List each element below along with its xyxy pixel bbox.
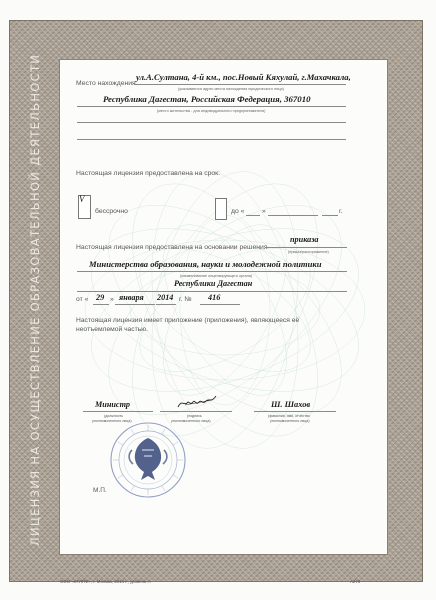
indefinite-check-mark: V <box>79 194 85 204</box>
blank-line-1 <box>77 122 346 123</box>
until-label: до « <box>231 208 245 215</box>
order-year: 2014 <box>157 293 174 302</box>
authority-line-2-rule <box>77 291 347 292</box>
order-number: 416 <box>208 293 221 302</box>
appendix-text-line-1: Настоящая лицензия имеет приложение (приложения), являющееся её <box>76 317 300 324</box>
order-close-quote: » <box>110 296 114 303</box>
position-caption-1: (должность <box>104 414 124 418</box>
until-day-rule <box>246 215 260 216</box>
decision-type: приказа <box>290 235 319 244</box>
official-seal <box>108 420 188 500</box>
order-number-label: г. № <box>179 296 192 303</box>
until-close-quote: » <box>262 208 266 215</box>
until-month-rule <box>268 215 318 216</box>
name-caption-1: (фамилия, имя, отчество <box>268 414 310 418</box>
order-day: 29 <box>96 293 105 302</box>
order-from-label: от « <box>76 296 89 303</box>
order-month-rule <box>115 304 155 305</box>
until-year-suffix: г. <box>339 208 343 215</box>
position-caption-2: уполномоченного лица) <box>92 419 132 423</box>
signatory-position: Министр <box>95 400 131 409</box>
form-series-number: А273 <box>350 579 361 584</box>
order-day-rule <box>93 304 109 305</box>
order-year-rule <box>156 304 176 305</box>
until-checkbox <box>215 198 227 220</box>
blank-line-2 <box>77 139 346 140</box>
decision-type-caption: (приказ/распоряжение) <box>288 250 329 254</box>
printer-footer: ООО «КТЛПФ», г. Москва, 2014 г., уровень А <box>60 579 151 584</box>
handwritten-signature <box>176 394 218 410</box>
name-rule <box>254 411 336 412</box>
decision-type-rule <box>265 247 347 248</box>
location-address-line-1: ул.А.Султана, 4-й км., пос.Новый Кяхулай, г.Махачкала, <box>136 72 351 82</box>
signature-caption-1: (подпись <box>187 414 202 418</box>
appendix-text-line-2: неотъемлемой частью. <box>76 326 149 333</box>
position-rule <box>83 411 153 412</box>
until-year-rule <box>322 215 338 216</box>
authority-line-1-rule <box>77 271 347 272</box>
signature-caption-2: уполномоченного лица) <box>171 419 211 423</box>
signatory-name: Ш. Шахов <box>271 400 311 409</box>
seal-label: М.П. <box>93 487 107 494</box>
location-label: Место нахождения <box>76 80 136 87</box>
location-caption-1: (указываются адрес места нахождения юридического лица) <box>178 87 284 91</box>
name-caption-2: уполномоченного лица) <box>270 419 310 423</box>
vertical-side-title: ЛИЦЕНЗИЯ НА ОСУЩЕСТВЛЕНИЕ ОБРАЗОВАТЕЛЬНОЙ ДЕЯТЕЛЬНОСТИ <box>28 53 42 547</box>
basis-label: Настоящая лицензия предоставлена на основании решения <box>76 244 268 251</box>
order-number-rule <box>200 304 240 305</box>
location-address-line-2: Республика Дагестан, Российская Федерация, 367010 <box>103 94 311 104</box>
location-line-1-rule <box>134 84 346 85</box>
term-label: Настоящая лицензия предоставлена на срок: <box>76 170 221 177</box>
authority-line-1: Министерства образования, науки и молодежной политики <box>89 259 322 269</box>
signature-rule <box>160 411 232 412</box>
authority-line-2: Республики Дагестан <box>174 279 253 288</box>
indefinite-label: бессрочно <box>95 208 128 215</box>
location-line-2-rule <box>77 106 346 107</box>
order-month: января <box>119 293 144 302</box>
location-caption-2: (место жительства - для индивидуального предпринимателя) <box>157 109 266 113</box>
authority-caption: (наименование лицензирующего органа) <box>180 274 253 278</box>
